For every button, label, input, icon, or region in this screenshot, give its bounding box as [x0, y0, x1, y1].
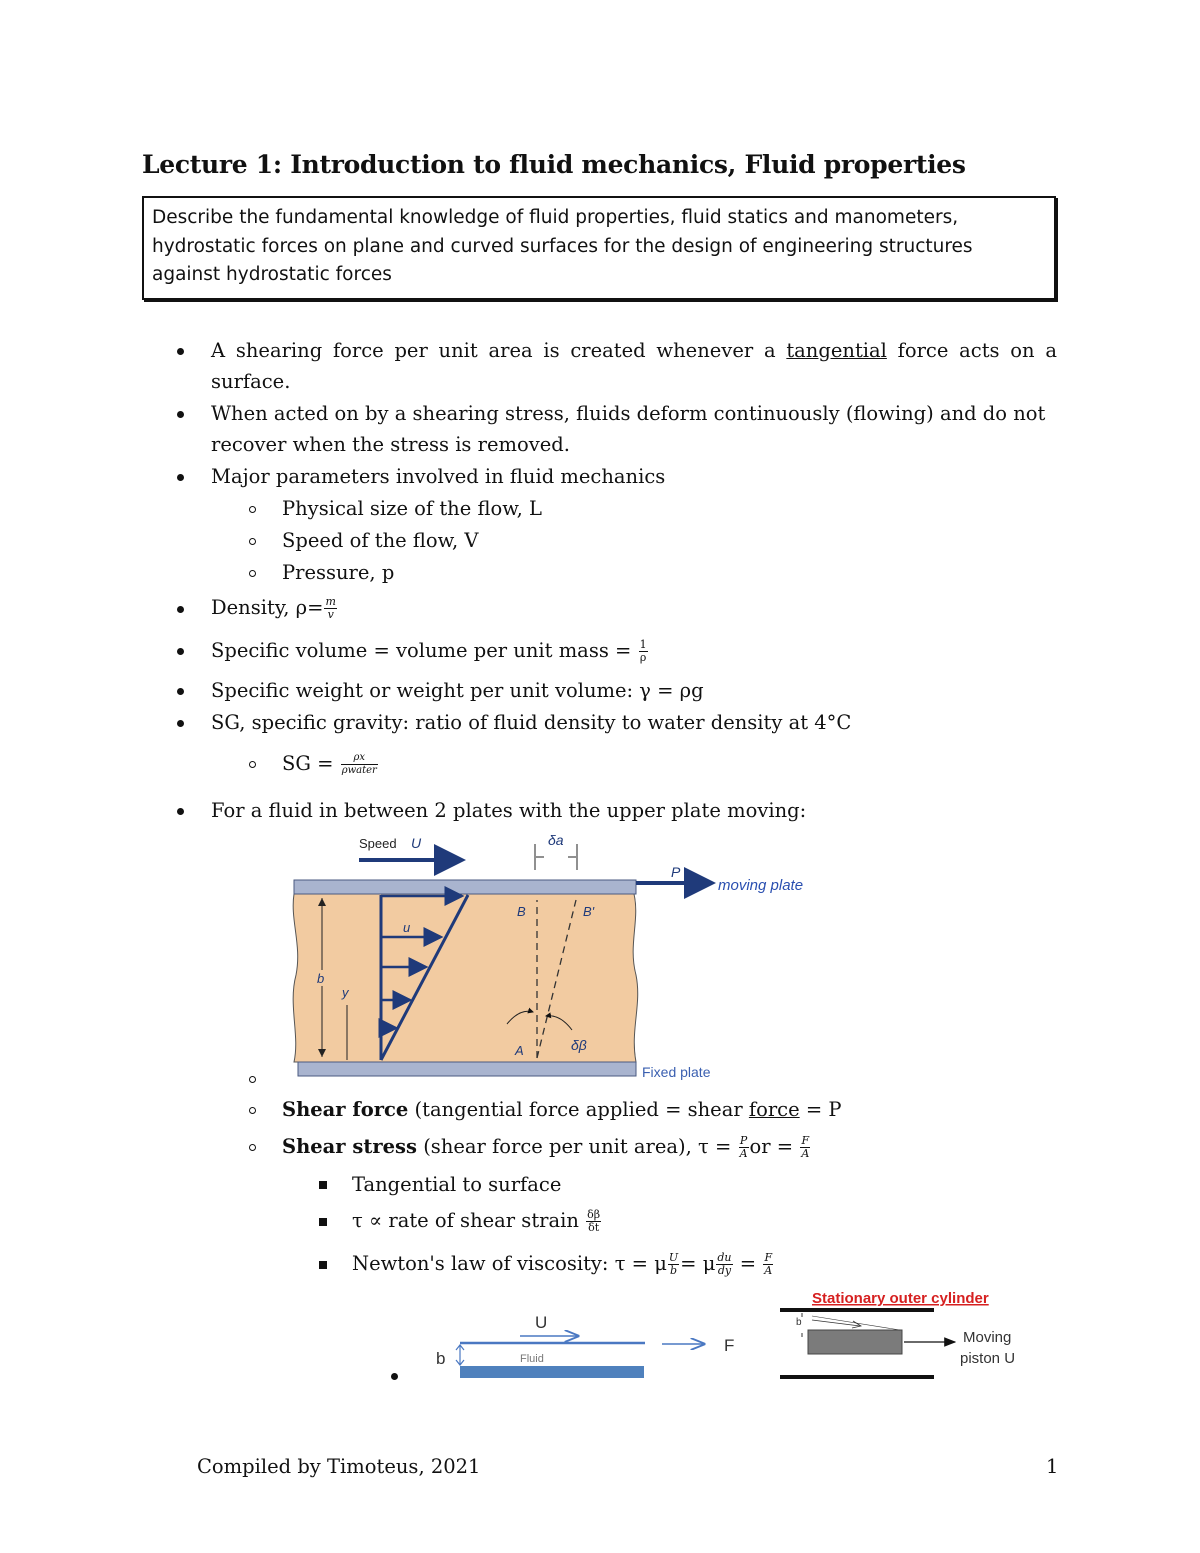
square-bullet — [319, 1181, 327, 1189]
u-over-b-fraction — [668, 1252, 679, 1277]
shear-strain-rate — [352, 1205, 602, 1236]
du-dy-fraction — [716, 1252, 732, 1277]
sub-bullet-circle — [249, 538, 256, 545]
shear-force-line — [282, 1094, 842, 1125]
f-over-a-fraction — [763, 1252, 773, 1277]
sub-bullet-circle — [249, 761, 256, 768]
bullet-dot — [177, 474, 184, 481]
page-title: Lecture 1: Introduction to fluid mechanics, Fluid properties — [142, 150, 966, 179]
dbeta-dt-fraction — [586, 1209, 601, 1234]
frac-den: v — [327, 608, 334, 621]
u-label: u — [403, 920, 411, 935]
frac-num: F — [801, 1134, 810, 1147]
fixed-plate-label: Fixed plate — [642, 1064, 711, 1080]
bullet-text: force acts on a surface. — [211, 339, 1057, 393]
bullet-dot — [177, 606, 184, 613]
rate-text: τ ∝ rate of shear strain — [352, 1209, 579, 1232]
profile-arrow — [852, 1321, 861, 1328]
param-speed: Speed of the flow, V — [282, 529, 479, 552]
objective-text: Describe the fundamental knowledge of fluid properties, fluid statics and manometers, hydrostatic forces on plane and curved surfaces for the design of engineering structures against hydrostatic forces — [152, 207, 973, 285]
frac-den: ρ — [639, 651, 647, 664]
piston-u-label: piston U — [960, 1350, 1016, 1367]
frac-den: A — [739, 1147, 748, 1160]
force-word: force — [748, 1098, 800, 1121]
y-label: y — [342, 985, 349, 1000]
sg-label: SG = — [282, 752, 334, 775]
tangential-word: tangential — [786, 339, 887, 362]
speed-u-label: U — [411, 835, 422, 851]
newton-viscosity — [352, 1248, 774, 1279]
delta-a-label: δa — [548, 832, 564, 848]
frac-num: du — [717, 1251, 732, 1264]
sub-bullet-circle — [249, 1076, 256, 1083]
profile-line — [812, 1316, 900, 1330]
f-over-a-fraction — [800, 1135, 810, 1160]
frac-den: ρwater — [341, 765, 377, 776]
tangential-to-surface: Tangential to surface — [352, 1173, 562, 1196]
a-point-label: A — [515, 1043, 524, 1058]
moving-label: Moving — [963, 1329, 1012, 1346]
bullet-specific-weight: Specific weight or weight per unit volume: γ = ρg — [211, 679, 704, 702]
shear-stress-line — [282, 1131, 811, 1162]
frac-num: δβ — [587, 1208, 601, 1221]
stationary-outer-cylinder-label: Stationary outer cylinder — [812, 1290, 989, 1307]
sub-bullet-circle — [249, 506, 256, 513]
shear-force-term: Shear force — [282, 1098, 409, 1121]
param-pressure: Pressure, p — [282, 561, 395, 584]
b-label: b — [436, 1349, 446, 1368]
piston-figure — [770, 1284, 1030, 1384]
specific-volume-label: Specific volume = volume per unit mass = — [211, 639, 632, 662]
bullet-dot — [177, 808, 184, 815]
bullet-deform: When acted on by a shearing stress, fluids deform continuously (flowing) and do not recover when the stress is removed. — [211, 402, 1046, 456]
or-text: or = — [749, 1135, 794, 1158]
density-label: Density, ρ= — [211, 596, 324, 619]
frac-den: δt — [588, 1221, 600, 1234]
bullet-dot — [177, 348, 184, 355]
simple-plates-figure — [420, 1300, 760, 1390]
bullet-density — [211, 592, 338, 623]
equals: = — [739, 1252, 757, 1275]
frac-num: 1 — [639, 638, 647, 651]
b-label: b — [317, 971, 325, 986]
frac-den: A — [764, 1264, 773, 1277]
frac-num: U — [668, 1251, 679, 1264]
fluid-label: Fluid — [520, 1353, 544, 1365]
bullet-specific-gravity: SG, specific gravity: ratio of fluid density to water density at 4°C — [211, 711, 852, 734]
sg-fraction — [341, 752, 378, 777]
delta-beta-label: δβ — [571, 1037, 587, 1053]
bullet-shear-force — [211, 335, 1057, 397]
b-point-label: B — [517, 904, 526, 919]
p-label: P — [671, 864, 681, 880]
sub-bullet-circle — [249, 570, 256, 577]
bullet-dot — [177, 411, 184, 418]
b-small-label: b — [796, 1317, 802, 1328]
footer-compiled-by: Compiled by Timoteus, 2021 — [197, 1455, 481, 1478]
plates-figure — [290, 826, 830, 1082]
frac-den: dy — [717, 1264, 732, 1277]
newton-text: Newton's law of viscosity: τ = μ — [352, 1252, 667, 1275]
bullet-dot — [391, 1373, 398, 1380]
profile-line — [812, 1320, 860, 1326]
piston — [808, 1330, 902, 1354]
frac-num: P — [739, 1134, 748, 1147]
frac-num: m — [325, 595, 336, 608]
moving-plate — [294, 880, 636, 894]
equals-mu: = μ — [680, 1252, 716, 1275]
u-label: U — [535, 1313, 548, 1332]
bullet-plates: For a fluid in between 2 plates with the upper plate moving: — [211, 799, 807, 822]
frac-num: ρx — [341, 752, 378, 765]
frac-num: F — [764, 1251, 773, 1264]
bullet-dot — [177, 688, 184, 695]
frac-den: b — [670, 1264, 678, 1277]
square-bullet — [319, 1218, 327, 1226]
specific-volume-fraction — [639, 639, 648, 664]
shear-stress-term: Shear stress — [282, 1135, 417, 1158]
sub-bullet-circle — [249, 1144, 256, 1151]
objective-box — [142, 196, 1056, 300]
bprime-point-label: B' — [583, 904, 595, 919]
bottom-plate — [460, 1366, 644, 1378]
shear-stress-text: (shear force per unit area), τ = — [423, 1135, 732, 1158]
fixed-plate — [298, 1062, 636, 1076]
moving-plate-handwritten: moving plate — [718, 877, 804, 894]
bullet-specific-volume — [211, 635, 649, 666]
f-label: F — [724, 1336, 735, 1355]
sub-bullet-circle — [249, 1107, 256, 1114]
density-fraction — [324, 596, 336, 621]
footer-page-number: 1 — [1046, 1455, 1059, 1478]
bullet-params: Major parameters involved in fluid mechanics — [211, 465, 666, 488]
bullet-text: A shearing force per unit area is created whenever a — [211, 339, 776, 362]
bullet-dot — [177, 648, 184, 655]
p-over-a-fraction — [739, 1135, 749, 1160]
square-bullet — [319, 1261, 327, 1269]
bullet-dot — [177, 720, 184, 727]
param-size: Physical size of the flow, L — [282, 497, 542, 520]
shear-force-text: (tangential force applied = shear — [414, 1098, 743, 1121]
shear-force-text: = P — [805, 1098, 842, 1121]
frac-den: A — [801, 1147, 810, 1160]
speed-label: Speed — [359, 836, 397, 851]
sg-equation — [282, 748, 379, 779]
